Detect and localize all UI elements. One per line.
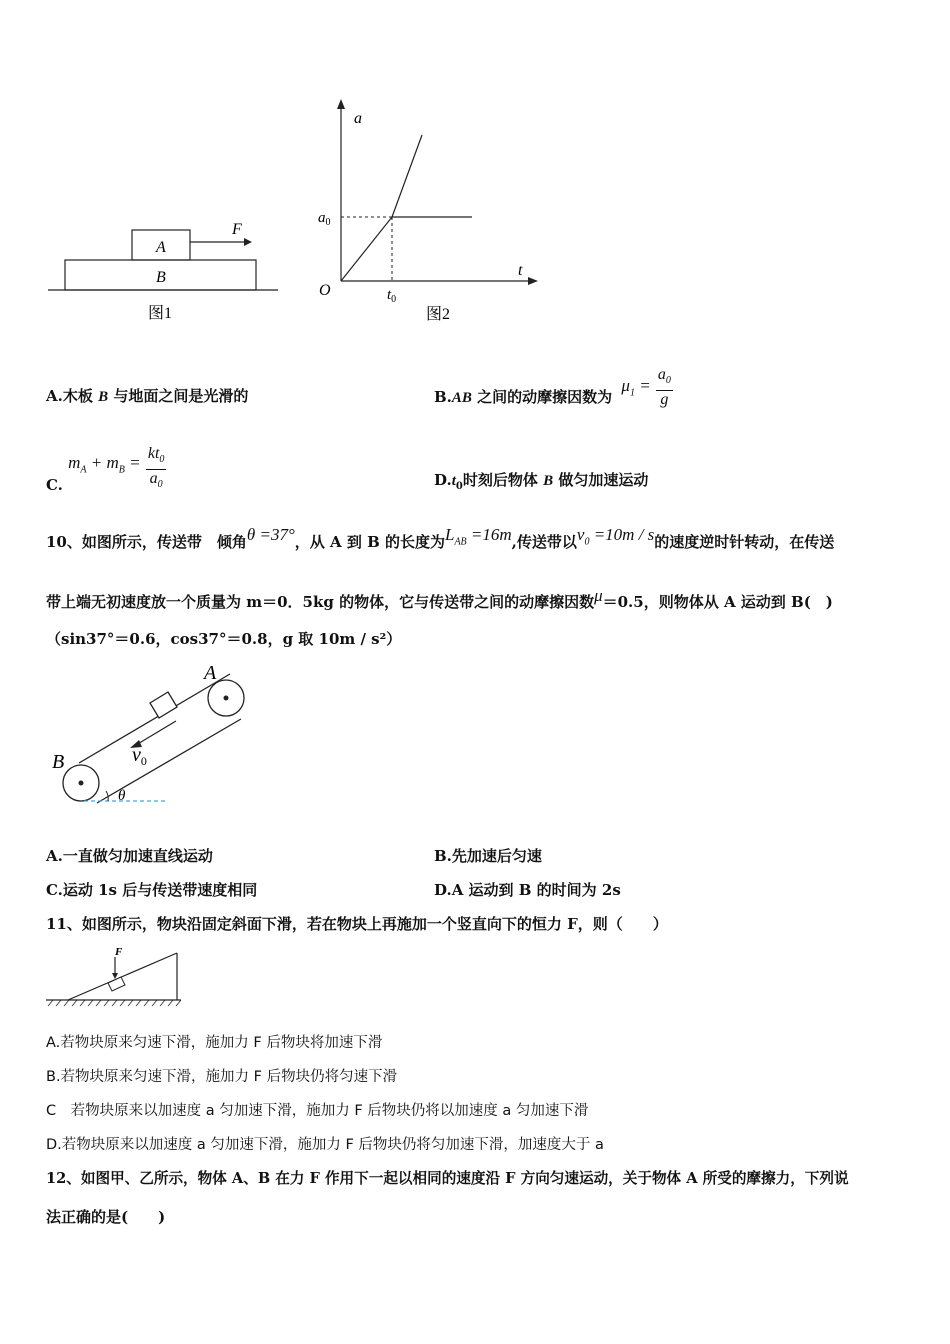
q9-option-b: B.AB 之间的动摩擦因数为 $\mu_1$ = $\frac{a_0}{g}$ [434,366,671,409]
q11-option-d: D.若物块原来以加速度 a 匀加速下滑，施加力 F 后物块仍将匀加速下滑，加速度大于 a [46,1137,604,1153]
force-arrow-head [244,238,252,246]
q11-option-a: A.若物块原来匀速下滑，施加力 F 后物块将加速下滑 [46,1035,383,1051]
theta-arc [106,791,108,801]
q9-option-a: A.木板 B 与地面之间是光滑的 [46,387,249,405]
line-segment-steep [392,135,422,217]
label-a: A [204,662,217,684]
a0-label: $a_0$ [318,210,331,228]
q10-stem-line3: （sin37°＝0.6，cos37°＝0.8，g 取 10m / s²） [46,630,402,648]
fig2-caption: 图2 [426,306,451,323]
q10-stem-line2: 带上端无初速度放一个质量为 m＝0．5kg 的物体，它与传送带之间的动摩擦因数μ＝0.5，则物体从 A 运动到 B( ) [46,586,833,611]
label-b: B [52,751,65,773]
incline-figure [44,943,189,1013]
q11-stem: 11、如图所示，物块沿固定斜面下滑，若在物块上再施加一个竖直向下的恒力 F，则（ ） [46,915,668,933]
block-a-label: A [156,239,166,256]
origin-label: O [319,282,331,299]
q10-option-a: A.一直做匀加速直线运动 [46,847,213,865]
t0-label: $t_0$ [387,287,397,305]
conveyor-figure [44,655,264,815]
label-v0: $v_0$ [132,744,147,768]
board-b-label: B [156,269,166,286]
ground-hatching [48,1000,181,1006]
q11-option-b: B.若物块原来匀速下滑，施加力 F 后物块仍将匀速下滑 [46,1069,398,1085]
q10-option-d: D.A 运动到 B 的时间为 2s [434,881,621,899]
q10-stem-line1: 10、如图所示，传送带 倾角θ =37°，从 A 到 B 的长度为$L_{AB} =16m$,传送带以$v_0 =10m / s$的速度逆时针转动，在传送 [46,525,835,551]
belt-top [79,674,230,763]
force-f-label: F [115,946,123,958]
fig1-caption: 图1 [148,305,173,322]
label-theta: θ [118,788,126,804]
pulley-b-center [79,781,84,786]
line-segment-1 [341,217,392,281]
q10-option-c: C.运动 1s 后与传送带速度相同 [46,881,258,899]
force-label: F [232,221,242,238]
figure-2 [310,95,550,330]
block-on-belt [150,692,177,718]
y-axis-label: a [354,110,362,127]
pulley-a-center [224,696,229,701]
figure-1 [40,210,290,330]
q9-option-c: C. $m_A + m_B$ = $\frac{kt_0}{a_0}$ [46,445,165,495]
velocity-arrow [136,721,176,745]
q12-stem-line2: 法正确的是( ) [46,1208,166,1226]
q11-option-c: C 若物块原来以加速度 a 匀加速下滑，施加力 F 后物块仍将以加速度 a 匀加速下滑 [46,1103,589,1119]
q10-option-b: B.先加速后匀速 [434,847,542,865]
q9-option-d: $D.t_0$时刻后物体 B 做匀加速运动 [434,471,649,492]
incline-slope [68,953,177,1000]
x-axis-label: t [518,262,523,279]
q12-stem-line1: 12、如图甲、乙所示，物体 A、B 在力 F 作用下一起以相同的速度沿 F 方向匀速运动，关于物体 A 所受的摩擦力，下列说 [46,1170,849,1187]
incline-block [108,977,125,991]
